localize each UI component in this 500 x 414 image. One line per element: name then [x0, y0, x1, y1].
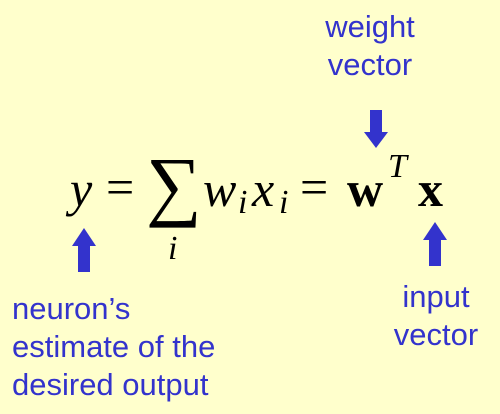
eq-sum-index: i — [168, 230, 178, 267]
neuron-estimate-line-3: desired output — [12, 367, 209, 402]
up-arrow-icon — [423, 222, 447, 266]
input-vector-label-line-2: vector — [393, 317, 479, 352]
down-arrow-shape — [364, 110, 388, 148]
eq-transpose: T — [388, 148, 407, 185]
eq-x: x — [252, 161, 275, 217]
eq-equals-2: = — [300, 159, 329, 215]
eq-sum-symbol: ∑ — [146, 141, 202, 228]
eq-w-vector: w — [347, 161, 384, 217]
eq-w: w — [203, 161, 237, 217]
neuron-estimate-line-1: neuron’s — [12, 291, 131, 326]
eq-x-vector: x — [418, 161, 443, 217]
input-vector-label-line-1: input — [402, 279, 470, 314]
eq-w-subscript: i — [238, 184, 248, 221]
weight-vector-label — [300, 8, 440, 84]
weight-vector-label-line-2: vector — [327, 47, 413, 82]
neuron-estimate-line-2: estimate of the — [12, 329, 216, 364]
weight-vector-label-line-1: weight — [325, 9, 415, 44]
eq-y: y — [70, 161, 93, 217]
eq-x-subscript: i — [279, 184, 289, 221]
up-arrow-shape — [423, 222, 447, 266]
down-arrow-icon — [364, 110, 388, 148]
neuron-estimate-label — [12, 290, 215, 404]
up-arrow-icon — [72, 228, 96, 272]
input-vector-label — [376, 278, 496, 354]
eq-equals-1: = — [106, 159, 135, 215]
up-arrow-shape — [72, 228, 96, 272]
